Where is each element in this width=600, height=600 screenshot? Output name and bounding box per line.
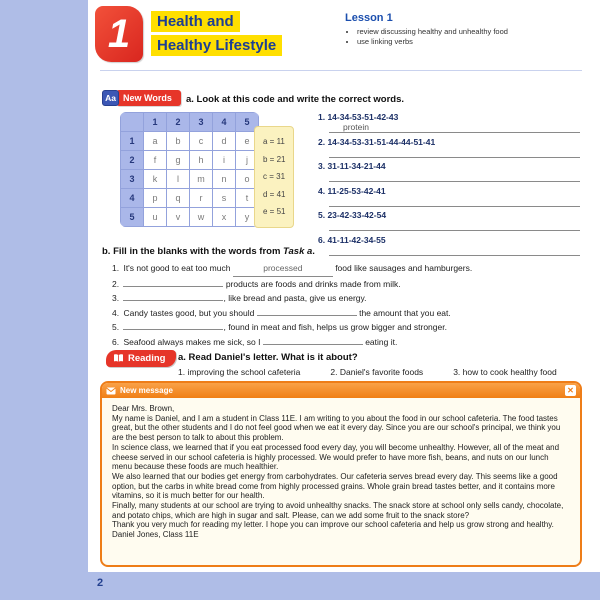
decode-item	[318, 161, 580, 182]
grid-letter-cell: g	[167, 151, 190, 170]
grid-letter-cell: e	[236, 132, 259, 151]
decode-answer-line	[329, 196, 580, 207]
grid-letter-cell: i	[213, 151, 236, 170]
decode-answer-line	[329, 220, 580, 231]
email-header	[102, 383, 580, 398]
fill-blank-sentence: 4. Candy tastes good, but you should the amount that you eat.	[112, 307, 451, 318]
lesson-header	[345, 12, 583, 47]
grid-letter-cell: n	[213, 170, 236, 189]
code-key-entry: a = 11	[263, 137, 285, 146]
grid-letter-cell: y	[236, 208, 259, 227]
grid-col-header: 2	[167, 113, 190, 132]
decode-code: 5. 23-42-33-42-54	[318, 210, 387, 220]
decode-code: 4. 11-25-53-42-41	[318, 185, 386, 196]
code-key-entry: e = 51	[263, 207, 286, 216]
fill-blank-sentence: 3. , like bread and pasta, give us energy.	[112, 293, 367, 303]
grid-letter-cell: o	[236, 170, 259, 189]
grid-row-header: 1	[121, 132, 144, 151]
grid-letter-cell: m	[190, 170, 213, 189]
grid-row-header: 5	[121, 208, 144, 227]
grid-letter-cell: s	[213, 189, 236, 208]
lesson-objectives	[345, 27, 583, 47]
new-words-badge	[102, 90, 181, 106]
grid-col-header: 1	[144, 113, 167, 132]
decode-code: 2. 14-34-53-31-51-44-44-51-41	[318, 136, 436, 147]
page-number: 2	[97, 577, 104, 589]
lesson-objective: • review discussing healthy and unhealthy food	[357, 27, 583, 37]
reading-option: 3. how to cook healthy food	[453, 367, 557, 377]
bottom-page-border	[0, 572, 600, 600]
unit-number: 1	[107, 11, 131, 56]
email-body	[102, 398, 580, 546]
email-paragraph: We also learned that our bodies get energy from carbohydrates. Our cafeteria serves bread every day. This seems like a good option, but the carbs in white bread come from highly processed grains. Whole grain bread tastes better, and it contains more vitamins, so it is much better for our health.	[112, 471, 558, 501]
fill-in-blanks-list	[112, 261, 584, 349]
sentence-number: 6.	[112, 336, 120, 347]
close-icon[interactable]: ✕	[565, 385, 576, 396]
grid-col-header: 4	[213, 113, 236, 132]
email-window	[100, 381, 582, 567]
grid-row-header: 4	[121, 189, 144, 208]
email-paragraph: My name is Daniel, and I am a student in Class 11E. I am writing to you about the food in our school cafeteria. The food tastes great, but the other students and I do not feel good when we eat it every day. Since you are our school's principal, we think you are the best person to talk to about this problem.	[112, 413, 561, 443]
vocabulary-icon: Aa	[102, 90, 119, 106]
sentence-number: 2.	[112, 278, 120, 289]
email-paragraph: Thank you very much for reading my letter. I hope you can improve our school cafeteria and help us grow strong and healthy.	[112, 520, 554, 530]
decode-item	[318, 210, 580, 231]
grid-letter-cell: k	[144, 170, 167, 189]
answer-blank: processed	[233, 261, 333, 277]
grid-letter-cell: u	[144, 208, 167, 227]
decode-code: 3. 31-11-34-21-44	[318, 161, 386, 171]
code-key-entry: d = 41	[263, 189, 286, 199]
email-paragraph: Dear Mrs. Brown,	[112, 404, 175, 413]
task-b-text: b. Fill in the blanks with the words from	[102, 246, 284, 257]
decode-item	[318, 112, 580, 133]
code-key-entry: b = 21	[263, 154, 286, 164]
grid-col-header: 3	[190, 113, 213, 132]
decode-item	[318, 186, 580, 207]
decode-item	[318, 235, 580, 256]
grid-letter-cell: r	[190, 189, 213, 208]
grid-col-header: 5	[236, 113, 259, 132]
email-title: New message	[120, 386, 173, 395]
email-paragraph: Finally, many students at our school are trying to avoid unhealthy snacks. The snack store at school only sells candy, chocolate, and potato chips, which are high in sugar and salt. Please, can we add some fruit to the snack store?	[112, 501, 564, 520]
book-icon	[113, 354, 124, 363]
decode-code: 1. 14-34-53-51-42-43	[318, 112, 399, 122]
unit-title-line1: Health and	[151, 11, 240, 32]
reading-label: Reading	[128, 353, 166, 364]
reading-option: 1. improving the school cafeteria	[178, 367, 301, 377]
grid-letter-cell: x	[213, 208, 236, 227]
grid-letter-cell: h	[190, 151, 213, 170]
code-key-entry: c = 31	[263, 172, 286, 181]
lesson-objective: • use linking verbs	[357, 37, 583, 47]
decode-answer-line	[329, 147, 580, 158]
answer-blank	[123, 286, 223, 287]
email-paragraph: In science class, we learned that if you eat processed food every day, you will become unhealthy. However, all of the meat and cheese served in our school cafeteria is highly processed. We would prefer to have more fish, beans, and nuts on our lunch menu because these foods are much healthier.	[112, 442, 560, 472]
fill-blank-sentence: 5. , found in meat and fish, helps us grow bigger and stronger.	[112, 322, 447, 332]
unit-title-line2: Healthy Lifestyle	[151, 35, 282, 56]
fill-blank-sentence: 1. It's not good to eat too much processed food like sausages and hamburgers.	[112, 261, 584, 277]
grid-row-header: 3	[121, 170, 144, 189]
grid-letter-cell: c	[190, 132, 213, 151]
decode-code: 6. 41-11-42-34-55	[318, 234, 386, 245]
unit-number-badge	[95, 6, 143, 62]
header-divider	[100, 70, 582, 71]
code-key-box	[254, 126, 294, 228]
task-a-instruction: a. Look at this code and write the correct words.	[186, 94, 405, 105]
sentence-number: 1.	[112, 263, 120, 273]
lesson-title: Lesson 1	[345, 12, 393, 24]
grid-corner-cell	[121, 113, 144, 132]
fill-blank-sentence: 2. products are foods and drinks made from milk.	[112, 278, 401, 289]
task-b-instruction	[102, 246, 315, 257]
answer-blank	[257, 315, 357, 316]
grid-letter-cell: f	[144, 151, 167, 170]
new-words-label: New Words	[116, 90, 181, 106]
task-b-task-ref: Task a	[283, 246, 313, 257]
decode-word-list	[318, 112, 580, 259]
grid-letter-cell: l	[167, 170, 190, 189]
envelope-icon	[106, 387, 116, 395]
reading-option: 2. Daniel's favorite foods	[330, 367, 424, 377]
reading-pill	[106, 350, 176, 367]
letter-code-grid	[120, 112, 259, 227]
answer-blank	[123, 329, 223, 330]
grid-row-header: 2	[121, 151, 144, 170]
grid-letter-cell: b	[167, 132, 190, 151]
email-paragraph: Daniel Jones, Class 11E	[112, 530, 199, 540]
grid-letter-cell: p	[144, 189, 167, 208]
grid-letter-cell: t	[236, 189, 259, 208]
left-page-border	[0, 0, 88, 600]
sentence-number: 4.	[112, 307, 120, 318]
decode-answer-line: protein	[329, 122, 580, 133]
grid-letter-cell: d	[213, 132, 236, 151]
reading-badge	[106, 350, 176, 367]
reading-instruction: a. Read Daniel's letter. What is it about?	[178, 352, 358, 363]
decode-answer-line	[329, 171, 580, 182]
fill-blank-sentence: 6. Seafood always makes me sick, so I eating it.	[112, 336, 398, 347]
grid-letter-cell: j	[236, 151, 259, 170]
sentence-number: 3.	[112, 293, 120, 303]
grid-letter-cell: a	[144, 132, 167, 151]
answer-blank	[263, 344, 363, 345]
decode-answer-line	[329, 245, 580, 256]
reading-options	[178, 367, 557, 377]
grid-letter-cell: v	[167, 208, 190, 227]
unit-title	[151, 11, 282, 56]
grid-letter-cell: q	[167, 189, 190, 208]
answer-blank	[123, 300, 223, 301]
decode-item	[318, 137, 580, 158]
task-b-period: .	[312, 246, 315, 257]
sentence-number: 5.	[112, 322, 120, 332]
grid-letter-cell: w	[190, 208, 213, 227]
